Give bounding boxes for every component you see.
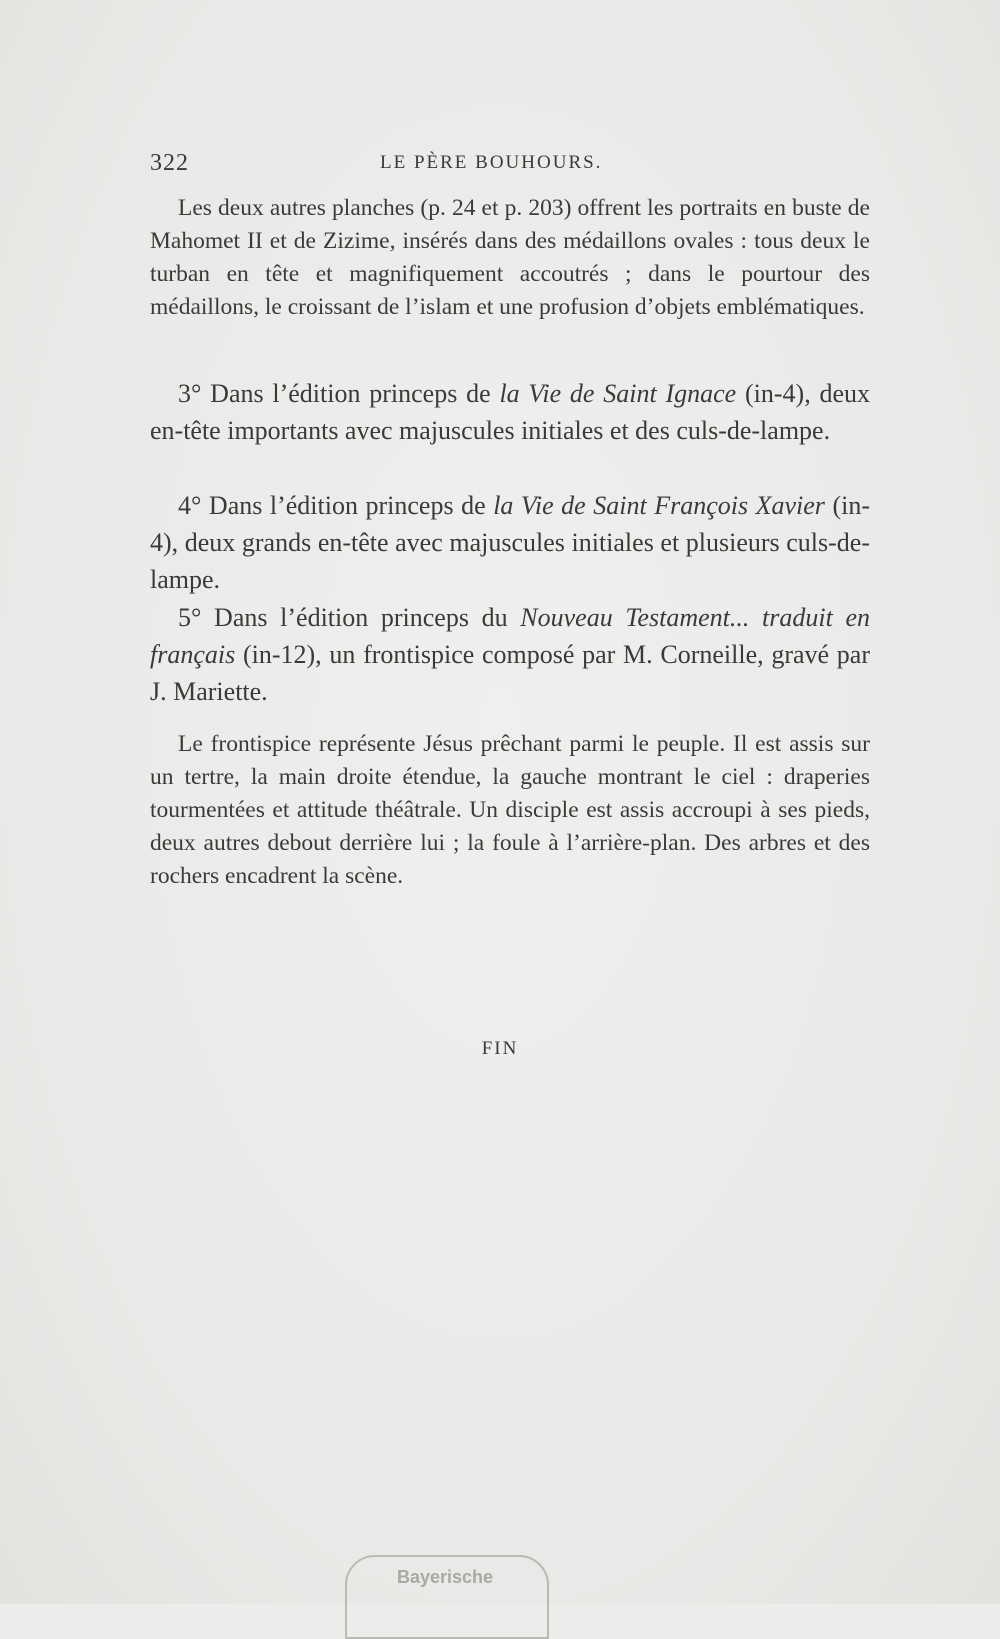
paragraph-nouveau-testament-lead: 5° Dans l’édition princeps du xyxy=(178,603,521,632)
library-stamp-text: Bayerische xyxy=(397,1567,494,1587)
paragraph-saint-ignace-rest: (in-4), deux en-tête importants avec majuscules initiales et des culs-de-lampe. xyxy=(150,379,871,445)
title-nouveau-testament: Nouveau Testament... traduit en français xyxy=(150,603,870,669)
paragraph-frontispice-text: Le frontispice représente Jésus prêchant parmi le peuple. Il est assis sur un tertre, la main droite étendue, la gauche montrant le ciel : draperies tourmentées et attitude théâtrale. Un disciple est assis accroupi à ses pieds, deux autres debout derrière lui ; la foule à l’arrière-plan. Des arbres et des rochers encadrent la scène. xyxy=(150,731,870,889)
running-title: LE PÈRE BOUHOURS. xyxy=(380,152,603,173)
paragraph-frontispice xyxy=(150,728,870,893)
paragraph-saint-francois-rest: (in-4), deux grands en-tête avec majuscules initiales et plusieurs culs-de-lampe. xyxy=(150,491,871,594)
title-vie-saint-francois: la Vie de Saint François Xavier xyxy=(493,491,825,520)
page-number: 322 xyxy=(150,150,189,176)
paragraph-saint-ignace-lead: 3° Dans l’édition princeps de xyxy=(178,379,500,408)
paragraph-plates-text: Les deux autres planches (p. 24 et p. 203) offrent les portraits en buste de Mahomet II et de Zizime, insérés dans des médaillons ovales : tous deux le turban en tête et magnifiquement accoutrés ; dans le pourtour des médaillons, le croissant de l’islam et une profusion d’objets emblématiques. xyxy=(150,195,870,320)
paragraph-saint-francois xyxy=(150,487,870,598)
paragraph-saint-ignace xyxy=(150,375,870,449)
paragraph-nouveau-testament xyxy=(150,599,870,710)
library-stamp xyxy=(345,1555,549,1639)
paragraph-plates xyxy=(150,192,870,324)
fin-label: FIN xyxy=(481,1038,519,1059)
paragraph-nouveau-testament-rest: (in-12), un frontispice composé par M. Corneille, gravé par J. Mariette. xyxy=(150,640,870,706)
paragraph-saint-francois-lead: 4° Dans l’édition princeps de xyxy=(178,491,494,520)
page-header xyxy=(150,150,870,182)
title-vie-saint-ignace: la Vie de Saint Ignace xyxy=(499,379,737,408)
